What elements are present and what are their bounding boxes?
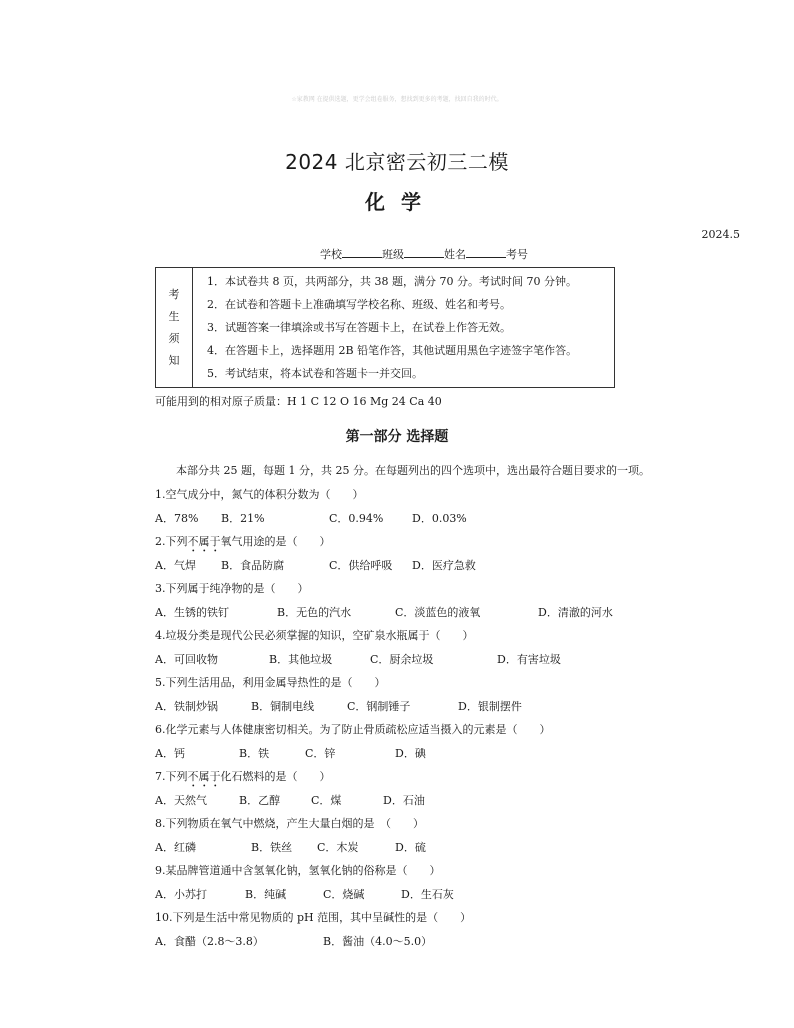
option-b[interactable]: B．乙醇 bbox=[239, 793, 281, 807]
option-a[interactable]: A．钙 bbox=[155, 746, 185, 760]
question-options-10 bbox=[155, 930, 551, 954]
question-options-2 bbox=[155, 554, 551, 578]
option-a[interactable]: A．食醋（2.8～3.8） bbox=[155, 934, 264, 948]
question-list bbox=[155, 483, 613, 953]
question-options-4 bbox=[155, 648, 561, 672]
option-a[interactable]: A．78% bbox=[155, 511, 199, 525]
class-blank[interactable] bbox=[404, 248, 444, 258]
option-c[interactable]: C．供给呼吸 bbox=[329, 558, 393, 572]
option-d[interactable]: D．银制摆件 bbox=[458, 699, 522, 713]
question-stem-1: 1.空气成分中，氮气的体积分数为（ ） bbox=[155, 488, 364, 501]
option-b[interactable]: B．21% bbox=[221, 511, 265, 525]
notice-side-label: 考 生 须 知 bbox=[156, 268, 193, 388]
question-options-6 bbox=[155, 742, 551, 766]
question-stem-10: 10.下列是生活中常见物质的 pH 范围，其中呈碱性的是（ ） bbox=[155, 911, 472, 924]
option-b[interactable]: B．无色的汽水 bbox=[277, 605, 352, 619]
notice-item: 2．在试卷和答题卡上准确填写学校名称、班级、姓名和考号。 bbox=[207, 298, 511, 311]
option-c[interactable]: C．淡蓝色的液氧 bbox=[395, 605, 481, 619]
option-c[interactable]: C．0.94% bbox=[329, 511, 384, 525]
option-a[interactable]: A．天然气 bbox=[155, 793, 207, 807]
option-a[interactable]: A．小苏打 bbox=[155, 887, 207, 901]
option-d[interactable]: D．0.03% bbox=[412, 511, 467, 525]
option-c[interactable]: C．木炭 bbox=[317, 840, 359, 854]
option-b[interactable]: B．铁丝 bbox=[251, 840, 293, 854]
question-stem-3: 3.下列属于纯净物的是（ ） bbox=[155, 582, 309, 595]
atomic-mass-note: 可能用到的相对原子质量：H 1 C 12 O 16 Mg 24 Ca 40 bbox=[155, 395, 442, 408]
option-b[interactable]: B．酱油（4.0～5.0） bbox=[323, 934, 433, 948]
emphasis-text: 不属于 bbox=[187, 535, 221, 548]
option-d[interactable]: D．生石灰 bbox=[401, 887, 454, 901]
option-b[interactable]: B．其他垃圾 bbox=[269, 652, 333, 666]
option-c[interactable]: C．煤 bbox=[311, 793, 342, 807]
watermark-text: ☆家教网 在提供选题，更学会组卷服务，想找到更多的考题，找回自我的时代。 bbox=[291, 96, 503, 103]
option-d[interactable]: D．清澈的河水 bbox=[538, 605, 613, 619]
option-b[interactable]: B．食品防腐 bbox=[221, 558, 285, 572]
subject-title: 化学 bbox=[365, 190, 437, 214]
option-c[interactable]: C．锌 bbox=[305, 746, 336, 760]
question-options-7 bbox=[155, 789, 551, 813]
option-c[interactable]: C．钢制锤子 bbox=[347, 699, 411, 713]
option-a[interactable]: A．红磷 bbox=[155, 840, 196, 854]
option-a[interactable]: A．可回收物 bbox=[155, 652, 218, 666]
option-b[interactable]: B．铁 bbox=[239, 746, 270, 760]
option-a[interactable]: A．气焊 bbox=[155, 558, 196, 572]
notice-item: 1．本试卷共 8 页，共两部分，共 38 题，满分 70 分。考试时间 70 分钟。 bbox=[207, 275, 577, 288]
notice-item: 3．试题答案一律填涂或书写在答题卡上，在试卷上作答无效。 bbox=[207, 321, 511, 334]
question-options-8 bbox=[155, 836, 551, 860]
notice-items bbox=[193, 268, 615, 388]
page-title: 2024 北京密云初三二模 bbox=[285, 150, 509, 174]
name-label: 姓名 bbox=[444, 248, 466, 261]
emphasis-text: 不属于 bbox=[187, 770, 221, 783]
question-options-3 bbox=[155, 601, 613, 625]
option-a[interactable]: A．铁制炒锅 bbox=[155, 699, 218, 713]
exam-notice-table bbox=[155, 267, 615, 388]
question-stem-2: 2.下列不属于氧气用途的是（ ） bbox=[155, 535, 331, 548]
option-b[interactable]: B．纯碱 bbox=[245, 887, 287, 901]
class-label: 班级 bbox=[382, 248, 404, 261]
option-d[interactable]: D．碘 bbox=[395, 746, 426, 760]
option-b[interactable]: B．铜制电线 bbox=[251, 699, 315, 713]
option-c[interactable]: C．烧碱 bbox=[323, 887, 365, 901]
notice-item: 5．考试结束，将本试卷和答题卡一并交回。 bbox=[207, 367, 423, 380]
option-d[interactable]: D．有害垃圾 bbox=[497, 652, 561, 666]
question-stem-7: 7.下列不属于化石燃料的是（ ） bbox=[155, 770, 331, 783]
question-stem-5: 5.下列生活用品，利用金属导热性的是（ ） bbox=[155, 676, 386, 689]
question-stem-9: 9.某品牌管道通中含氢氧化钠，氢氧化钠的俗称是（ ） bbox=[155, 864, 441, 877]
notice-item: 4．在答题卡上，选择题用 2B 铅笔作答，其他试题用黑色字迹签字笔作答。 bbox=[207, 344, 578, 357]
question-options-1 bbox=[155, 507, 551, 531]
question-options-5 bbox=[155, 695, 551, 719]
option-d[interactable]: D．硫 bbox=[395, 840, 426, 854]
school-label: 学校 bbox=[320, 248, 342, 261]
option-c[interactable]: C．厨余垃圾 bbox=[370, 652, 434, 666]
section-title: 第一部分 选择题 bbox=[345, 429, 449, 445]
question-stem-8: 8.下列物质在氧气中燃烧，产生大量白烟的是 （ ） bbox=[155, 817, 424, 830]
name-blank[interactable] bbox=[466, 248, 506, 258]
student-info-line bbox=[320, 246, 528, 262]
question-stem-6: 6.化学元素与人体健康密切相关。为了防止骨质疏松应适当摄入的元素是（ ） bbox=[155, 723, 551, 736]
exam-number-label: 考号 bbox=[506, 248, 528, 261]
question-options-9 bbox=[155, 883, 551, 907]
option-d[interactable]: D．医疗急救 bbox=[412, 558, 476, 572]
exam-date: 2024.5 bbox=[701, 228, 740, 241]
option-d[interactable]: D．石油 bbox=[383, 793, 425, 807]
question-stem-4: 4.垃圾分类是现代公民必须掌握的知识，空矿泉水瓶属于（ ） bbox=[155, 629, 474, 642]
section-intro: 本部分共 25 题，每题 1 分，共 25 分。在每题列出的四个选项中，选出最符合题目要求的一项。 bbox=[176, 464, 650, 477]
option-a[interactable]: A．生锈的铁钉 bbox=[155, 605, 229, 619]
school-blank[interactable] bbox=[342, 248, 382, 258]
